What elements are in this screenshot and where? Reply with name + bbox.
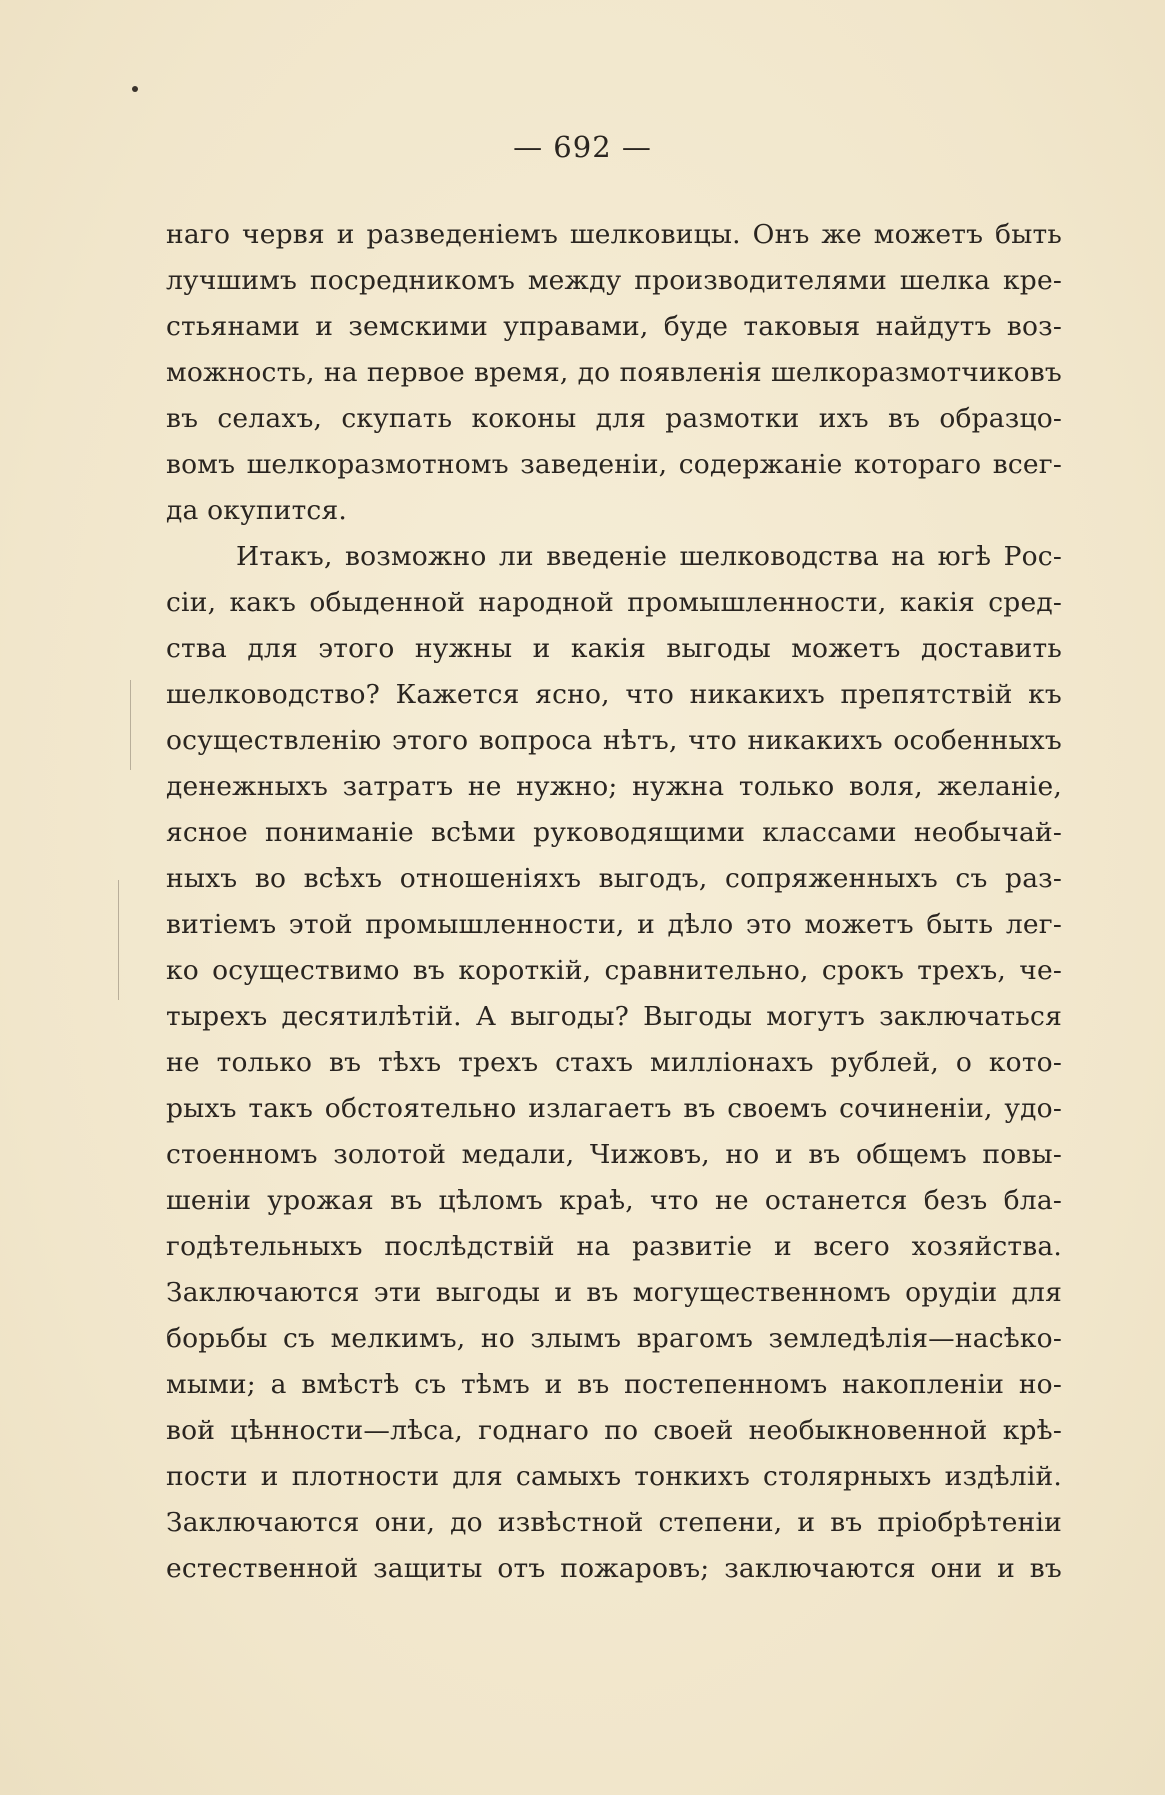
text-line: вомъ шелкоразмотномъ заведеніи, содержаніе котораго всег- <box>166 449 1062 480</box>
margin-pencil-mark <box>118 880 119 1000</box>
margin-pencil-mark <box>130 680 131 770</box>
paragraph-1 <box>166 212 1062 534</box>
text-line: Заключаются они, до извѣстной степени, и въ пріобрѣтеніи <box>166 1507 1062 1538</box>
text-line: да окупится. <box>166 495 348 526</box>
paragraph-2 <box>166 534 1062 1592</box>
text-line: лучшимъ посредникомъ между производителями шелка кре- <box>166 265 1062 296</box>
text-line: ныхъ во всѣхъ отношеніяхъ выгодъ, сопряженныхъ съ раз- <box>166 863 1062 894</box>
text-line: стьянами и земскими управами, буде таковыя найдутъ воз- <box>166 311 1062 342</box>
text-line: годѣтельныхъ послѣдствій на развитіе и всего хозяйства. <box>166 1231 1062 1262</box>
text-line: осуществленію этого вопроса нѣтъ, что никакихъ особенныхъ <box>166 725 1062 756</box>
text-line: въ селахъ, скупать коконы для размотки ихъ въ образцо- <box>166 403 1062 434</box>
ink-speck <box>132 86 138 92</box>
text-line: ства для этого нужны и какія выгоды можетъ доставить <box>166 633 1062 664</box>
text-line: денежныхъ затратъ не нужно; нужна только воля, желаніе, <box>166 771 1062 802</box>
text-line: пости и плотности для самыхъ тонкихъ столярныхъ издѣлій. <box>166 1461 1062 1492</box>
text-line: ясное пониманіе всѣми руководящими классами необычай- <box>166 817 1062 848</box>
text-line: Заключаются эти выгоды и въ могущественномъ орудіи для <box>166 1277 1062 1308</box>
text-line: борьбы съ мелкимъ, но злымъ врагомъ земледѣлія—насѣко- <box>166 1323 1062 1354</box>
text-line: вой цѣнности—лѣса, годнаго по своей необыкновенной крѣ- <box>166 1415 1062 1446</box>
text-line: не только въ тѣхъ трехъ стахъ милліонахъ рублей, о кото- <box>166 1047 1062 1078</box>
text-line: сіи, какъ обыденной народной промышленности, какія сред- <box>166 587 1062 618</box>
text-line: шеніи урожая въ цѣломъ краѣ, что не останется безъ бла- <box>166 1185 1062 1216</box>
text-line: ко осуществимо въ короткій, сравнительно, срокъ трехъ, че- <box>166 955 1062 986</box>
body-text <box>166 212 1062 1592</box>
text-line: естественной защиты отъ пожаровъ; заключаются они и въ <box>166 1553 1062 1584</box>
page-number: — 692 — <box>513 130 652 164</box>
text-line: стоенномъ золотой медали, Чижовъ, но и въ общемъ повы- <box>166 1139 1062 1170</box>
text-line: мыми; а вмѣстѣ съ тѣмъ и въ постепенномъ накопленіи но- <box>166 1369 1062 1400</box>
text-line: витіемъ этой промышленности, и дѣло это можетъ быть лег- <box>166 909 1062 940</box>
text-line: наго червя и разведеніемъ шелковицы. Онъ же можетъ быть <box>166 219 1062 250</box>
text-line: можность, на первое время, до появленія шелкоразмотчиковъ <box>166 357 1062 388</box>
text-line: Итакъ, возможно ли введеніе шелководства на югѣ Рос- <box>236 541 1062 572</box>
text-line: рыхъ такъ обстоятельно излагаетъ въ своемъ сочиненіи, удо- <box>166 1093 1062 1124</box>
text-line: шелководство? Кажется ясно, что никакихъ препятствій къ <box>166 679 1062 710</box>
text-line: тырехъ десятилѣтій. А выгоды? Выгоды могутъ заключаться <box>166 1001 1062 1032</box>
